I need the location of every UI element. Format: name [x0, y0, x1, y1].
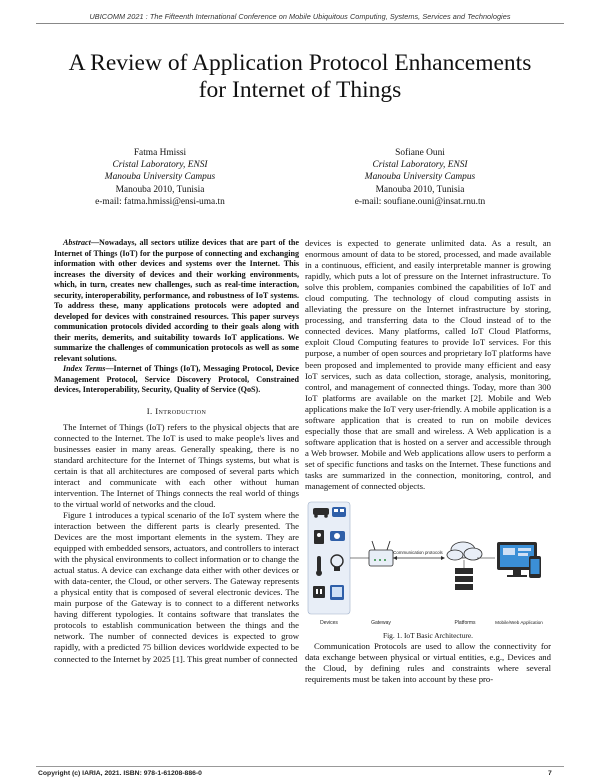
intro-paragraph-1: The Internet of Things (IoT) refers to the physical objects that are connected to the Internet. The IoT is used to make people's lives and businesses easier in many areas. Generally speaking, there is no standard architecture for the Internet of Things systems, but what is certain is that all architectures are composed of several parts which interact and communicate with each other without human intervention. The Internet of Things connects the real world of things to the virtual world of networks and the cloud. — [54, 421, 299, 509]
devices-label: Devices — [320, 620, 338, 627]
author-2-lab: Cristal Laboratory, ENSI — [372, 160, 468, 171]
author-2 — [280, 147, 560, 208]
figure-caption: Fig. 1. IoT Basic Architecture. — [383, 631, 473, 641]
gateway-label: Gateway — [371, 620, 391, 627]
paper-title — [30, 50, 570, 104]
author-2-city: Manouba 2010, Tunisia — [375, 184, 465, 195]
phone-icon — [529, 556, 541, 578]
abstract-text: Nowadays, all sectors utilize devices that are part of the Internet of Things (IoT) for the purpose of connecting and exchanging information with other devices and systems over the Internet. This increases the diversity of devices and their working environments, which, in turn, creates new challenges, such as real-time interaction, security, interoperability, performance, and robustness of IoT systems. To address these, many applications protocols were adopted and developed for devices with constrained resources. This paper surveys communication protocols divided according to their goals along with their merits, demerits, and suitability towards IoT applications. We summarize the challenges of communication protocols as well as some relevant solutions. — [54, 238, 299, 363]
sensor-icon — [314, 530, 324, 544]
applications-label: Mobile/Web Application — [495, 620, 543, 626]
server-icon — [455, 568, 473, 590]
section-title: Introduction — [155, 405, 207, 416]
section-heading — [54, 406, 299, 417]
author-1-email: e-mail: fatma.hmissi@ensi-uma.tn — [95, 196, 225, 207]
page-number: 7 — [548, 770, 552, 777]
footer-rule — [36, 766, 564, 767]
author-1-campus: Manouba University Campus — [104, 172, 216, 183]
author-1-lab: Cristal Laboratory, ENSI — [112, 160, 208, 171]
title-line-1: A Review of Application Protocol Enhancements — [68, 50, 532, 76]
right-column — [305, 238, 551, 685]
plug-icon — [313, 586, 325, 598]
gateway-icon — [369, 541, 393, 566]
camera-icon — [330, 531, 345, 541]
tablet-icon — [330, 585, 344, 600]
index-terms-label: Index Terms — [63, 364, 106, 373]
iot-architecture-diagram — [305, 498, 551, 630]
footer-copyright: Copyright (c) IARIA, 2021. ISBN: 978-1-61208-886-0 — [38, 770, 202, 777]
author-2-name: Sofiane Ouni — [395, 148, 445, 158]
protocols-label: Communication protocols — [393, 550, 443, 556]
index-terms-text: Internet of Things (IoT), Messaging Protocol, Device Management Protocol, Service Discovery Protocol, Constrained devices, Interoperability, Security, Quality of Service (QoS). — [54, 364, 299, 394]
author-1 — [40, 147, 280, 208]
running-head: UBICOMM 2021 : The Fifteenth International Conference on Mobile Ubiquitous Computing, Systems, Services and Technologies — [89, 12, 511, 21]
train-icon — [332, 507, 346, 517]
intro-paragraph-4: Communication Protocols are used to allow the connectivity for data exchange between physical or virtual entities, e.g., Devices and the Cloud, by defining rules and constraints where several requirements must be taken into account by these pro- — [305, 641, 551, 685]
arrow-left-icon — [393, 556, 397, 560]
abstract: Abstract—Nowadays, all sectors utilize devices that are part of the Internet of Things (IoT) for the purpose of connecting and exchanging information with other devices and systems over the Internet. This increases the diversity of devices and their working environments, which, in turn, creates new challenges, such as real-time interaction, security, interoperability, performance, and robustness of IoT systems. To address these, many applications protocols were adopted and developed for devices with constrained resources. This paper surveys communication protocols divided according to their goals along with their merits, demerits, and suitability towards IoT applications. We summarize the challenges of communication protocols as well as some relevant solutions. — [54, 238, 299, 363]
left-column — [54, 238, 299, 665]
section-number: I. — [146, 405, 153, 416]
author-2-campus: Manouba University Campus — [364, 172, 476, 183]
intro-paragraph-3: devices is expected to generate unlimited data. As a result, an enormous amount of data to be stored, processed, and made available in a continuous, efficient, and easily interpretable manner is growing rapidly, which puts a lot of pressure on the Internet infrastructure. To solve this problem, companies combined the capabilities of IoT and cloud computing. The technology of cloud computing assists in alleviating the pressure on the Internet infrastructure by storing, processing, and transferring data to the Cloud instead of to the connected devices. Many platforms, called IoT Cloud Platforms, exploit Cloud Computing features to provide IoT services. For this purpose, a number of open sources and proprietary IoT platforms have been proposed and implemented to provide many efficient and easy IoT services, such as data collection, storage, analysis, monitoring, control, and management of connected things. Today, more than 300 IoT platforms are available on the market [2]. Mobile and Web applications make the IoT very user-friendly. A mobile application is a software application that is created to run on mobile devices especially those that are small and wireless. A Web application is a software application that is hosted on a server and accessible through a Web browser. Mobile and Web applications allow users to perform a set of specific functions and tasks on the Internet. These functions and tasks are summarized in the connection, monitoring, control, and management of connected objects. — [305, 238, 551, 492]
author-1-name: Fatma Hmissi — [133, 148, 187, 158]
author-block — [40, 147, 560, 217]
cloud-icon — [447, 542, 482, 560]
header-rule — [36, 23, 564, 24]
arrow-right-icon — [441, 556, 445, 560]
author-1-city: Manouba 2010, Tunisia — [115, 184, 205, 195]
figure-1 — [305, 498, 551, 630]
platforms-label: Platforms — [454, 620, 476, 627]
index-terms: Index Terms—Internet of Things (IoT), Messaging Protocol, Device Management Protocol, Service Discovery Protocol, Constrained devices, Interoperability, Security, Quality of Service (QoS). — [54, 364, 299, 394]
intro-paragraph-2: Figure 1 introduces a typical scenario of the IoT system where the interaction between the different parts is clearly presented. The Devices are the most important elements in the system. They are equipped with embedded sensors, actuators, and controllers to interact with the physical environments to collect information or to change the actual status. A device can exchange data either with other devices or with data-center, the Cloud, or other servers. The Gateway represents a physical entity that is composed of several electronic devices. The main purpose of the Gateway is to connect to a different networks having different typologies. It contains software that translates the protocols to establish communication between the things and the network. The number of connected devices is expected to grow rapidly, with a predicted 75 billion devices worldwide expected to be connected to the Internet by 2025 [1]. This great number of connected — [54, 509, 299, 664]
author-2-email: e-mail: soufiane.ouni@insat.rnu.tn — [354, 196, 486, 207]
title-line-2: for Internet of Things — [198, 77, 402, 103]
abstract-label: Abstract — [63, 238, 91, 247]
